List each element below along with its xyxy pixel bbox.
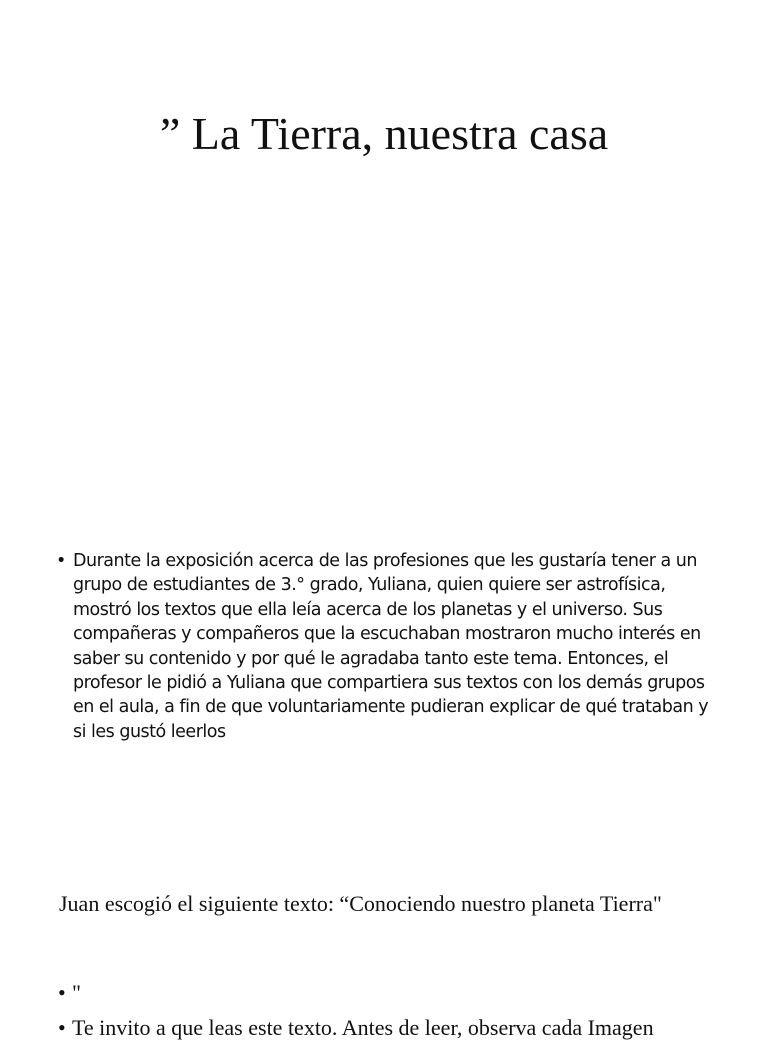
paragraph-text: Durante la exposición acerca de las profesiones que les gustaría tener a un grupo de estudiantes de 3.° grado, Yuliana, quien quiere ser astrofísica, mostró los textos que ella leía acerca de los planetas y el universo. Sus compañeras y compañeros que la escuchaban mostraron mucho interés en saber su contenido y por qué le agradaba tanto este tema. Entonces, el profesor le pidió a Yuliana que compartiera sus textos con los demás grupos en el aula, a fin de que voluntariamente pudieran explicar de qué trataban y si les gustó leerlos [73,551,709,742]
quote-mark-text: " [72,980,81,1005]
list-item [56,549,716,744]
bullet-icon: • [58,980,66,1005]
bullet-icon: • [58,1015,66,1040]
page-title: ” La Tierra, nuestra casa [159,108,609,159]
bullet-paragraph [56,549,716,744]
intro-text: Juan escogió el siguiente texto: “Conociendo nuestro planeta Tierra" [59,891,662,916]
bullet-icon: • [56,551,66,571]
list-item [58,980,81,1006]
list-item [58,1015,758,1041]
cut-off-text: Te invito a que leas este texto. Antes de leer, observa cada Imagen [72,1015,654,1040]
